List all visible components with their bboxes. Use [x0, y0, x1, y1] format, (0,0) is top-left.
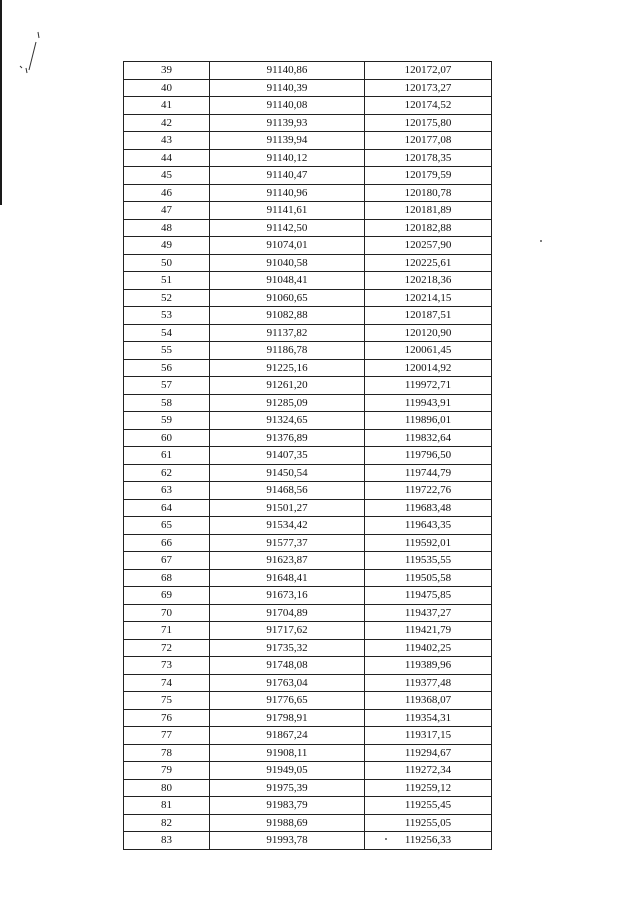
x-coordinate-cell: 91285,09: [210, 394, 365, 412]
y-coordinate-cell: 120173,27: [365, 79, 492, 97]
x-coordinate-cell: 91139,93: [210, 114, 365, 132]
table-row: [124, 324, 492, 342]
point-number-cell: 43: [124, 132, 210, 150]
point-number-cell: 64: [124, 499, 210, 517]
table-row: [124, 674, 492, 692]
x-coordinate-cell: 91949,05: [210, 762, 365, 780]
table-row: [124, 832, 492, 850]
x-coordinate-cell: 91704,89: [210, 604, 365, 622]
point-number-cell: 40: [124, 79, 210, 97]
y-coordinate-cell: 119259,12: [365, 779, 492, 797]
y-coordinate-cell: 120218,36: [365, 272, 492, 290]
point-number-cell: 56: [124, 359, 210, 377]
point-number-cell: 71: [124, 622, 210, 640]
point-number-cell: 45: [124, 167, 210, 185]
table-row: [124, 744, 492, 762]
point-number-cell: 53: [124, 307, 210, 325]
y-coordinate-cell: 119421,79: [365, 622, 492, 640]
point-number-cell: 82: [124, 814, 210, 832]
y-coordinate-cell: 119389,96: [365, 657, 492, 675]
x-coordinate-cell: 91988,69: [210, 814, 365, 832]
x-coordinate-cell: 91140,47: [210, 167, 365, 185]
y-coordinate-cell: 120179,59: [365, 167, 492, 185]
table-row: [124, 149, 492, 167]
point-number-cell: 57: [124, 377, 210, 395]
point-number-cell: 76: [124, 709, 210, 727]
y-coordinate-cell: 119256,33: [365, 832, 492, 850]
x-coordinate-cell: 91140,12: [210, 149, 365, 167]
y-coordinate-cell: 120225,61: [365, 254, 492, 272]
x-coordinate-cell: 91468,56: [210, 482, 365, 500]
point-number-cell: 61: [124, 447, 210, 465]
y-coordinate-cell: 119377,48: [365, 674, 492, 692]
y-coordinate-cell: 119832,64: [365, 429, 492, 447]
point-number-cell: 59: [124, 412, 210, 430]
point-number-cell: 65: [124, 517, 210, 535]
y-coordinate-cell: 119368,07: [365, 692, 492, 710]
table-row: [124, 709, 492, 727]
pen-stroke-mark: [12, 28, 52, 78]
x-coordinate-cell: 91376,89: [210, 429, 365, 447]
table-row: [124, 517, 492, 535]
y-coordinate-cell: 119437,27: [365, 604, 492, 622]
x-coordinate-cell: 91407,35: [210, 447, 365, 465]
point-number-cell: 83: [124, 832, 210, 850]
y-coordinate-cell: 120178,35: [365, 149, 492, 167]
y-coordinate-cell: 120175,80: [365, 114, 492, 132]
point-number-cell: 49: [124, 237, 210, 255]
table-row: [124, 307, 492, 325]
y-coordinate-cell: 120177,08: [365, 132, 492, 150]
y-coordinate-cell: 119505,58: [365, 569, 492, 587]
point-number-cell: 60: [124, 429, 210, 447]
point-number-cell: 63: [124, 482, 210, 500]
y-coordinate-cell: 119896,01: [365, 412, 492, 430]
table-row: [124, 464, 492, 482]
table-row: [124, 814, 492, 832]
table-row: [124, 394, 492, 412]
x-coordinate-cell: 91798,91: [210, 709, 365, 727]
y-coordinate-cell: 120257,90: [365, 237, 492, 255]
point-number-cell: 74: [124, 674, 210, 692]
point-number-cell: 80: [124, 779, 210, 797]
point-number-cell: 44: [124, 149, 210, 167]
x-coordinate-cell: 91074,01: [210, 237, 365, 255]
x-coordinate-cell: 91450,54: [210, 464, 365, 482]
x-coordinate-cell: 91261,20: [210, 377, 365, 395]
point-number-cell: 55: [124, 342, 210, 360]
y-coordinate-cell: 119972,71: [365, 377, 492, 395]
y-coordinate-cell: 119294,67: [365, 744, 492, 762]
table-row: [124, 692, 492, 710]
point-number-cell: 41: [124, 97, 210, 115]
table-row: [124, 499, 492, 517]
table-row: [124, 587, 492, 605]
y-coordinate-cell: 119255,05: [365, 814, 492, 832]
x-coordinate-cell: 91983,79: [210, 797, 365, 815]
point-number-cell: 54: [124, 324, 210, 342]
x-coordinate-cell: 91501,27: [210, 499, 365, 517]
table-row: [124, 622, 492, 640]
x-coordinate-cell: 91867,24: [210, 727, 365, 745]
point-number-cell: 58: [124, 394, 210, 412]
table-row: [124, 762, 492, 780]
table-row: [124, 132, 492, 150]
y-coordinate-cell: 119475,85: [365, 587, 492, 605]
table-row: [124, 429, 492, 447]
x-coordinate-cell: 91908,11: [210, 744, 365, 762]
point-number-cell: 46: [124, 184, 210, 202]
point-number-cell: 75: [124, 692, 210, 710]
x-coordinate-cell: 91048,41: [210, 272, 365, 290]
point-number-cell: 78: [124, 744, 210, 762]
x-coordinate-cell: 91534,42: [210, 517, 365, 535]
x-coordinate-cell: 91142,50: [210, 219, 365, 237]
point-number-cell: 73: [124, 657, 210, 675]
table-row: [124, 727, 492, 745]
x-coordinate-cell: 91140,08: [210, 97, 365, 115]
point-number-cell: 68: [124, 569, 210, 587]
table-row: [124, 114, 492, 132]
point-number-cell: 39: [124, 62, 210, 80]
y-coordinate-cell: 120174,52: [365, 97, 492, 115]
y-coordinate-cell: 120061,45: [365, 342, 492, 360]
table-row: [124, 342, 492, 360]
x-coordinate-cell: 91717,62: [210, 622, 365, 640]
point-number-cell: 81: [124, 797, 210, 815]
y-coordinate-cell: 119643,35: [365, 517, 492, 535]
table-row: [124, 534, 492, 552]
y-coordinate-cell: 119683,48: [365, 499, 492, 517]
table-row: [124, 272, 492, 290]
table-row: [124, 639, 492, 657]
x-coordinate-cell: 91040,58: [210, 254, 365, 272]
point-number-cell: 42: [124, 114, 210, 132]
table-row: [124, 79, 492, 97]
y-coordinate-cell: 120181,89: [365, 202, 492, 220]
x-coordinate-cell: 91140,96: [210, 184, 365, 202]
scan-speck: [540, 240, 542, 242]
x-coordinate-cell: 91763,04: [210, 674, 365, 692]
y-coordinate-cell: 119943,91: [365, 394, 492, 412]
y-coordinate-cell: 120120,90: [365, 324, 492, 342]
table-row: [124, 447, 492, 465]
y-coordinate-cell: 120187,51: [365, 307, 492, 325]
x-coordinate-cell: 91748,08: [210, 657, 365, 675]
y-coordinate-cell: 119255,45: [365, 797, 492, 815]
table-row: [124, 289, 492, 307]
y-coordinate-cell: 119744,79: [365, 464, 492, 482]
point-number-cell: 69: [124, 587, 210, 605]
y-coordinate-cell: 119272,34: [365, 762, 492, 780]
table-row: [124, 62, 492, 80]
scan-edge-mark: [0, 0, 2, 205]
y-coordinate-cell: 119592,01: [365, 534, 492, 552]
coordinates-table-body: [124, 62, 492, 850]
table-row: [124, 569, 492, 587]
y-coordinate-cell: 120014,92: [365, 359, 492, 377]
x-coordinate-cell: 91324,65: [210, 412, 365, 430]
point-number-cell: 66: [124, 534, 210, 552]
x-coordinate-cell: 91577,37: [210, 534, 365, 552]
point-number-cell: 72: [124, 639, 210, 657]
point-number-cell: 48: [124, 219, 210, 237]
point-number-cell: 62: [124, 464, 210, 482]
x-coordinate-cell: 91060,65: [210, 289, 365, 307]
x-coordinate-cell: 91735,32: [210, 639, 365, 657]
table-row: [124, 237, 492, 255]
table-row: [124, 482, 492, 500]
table-row: [124, 184, 492, 202]
x-coordinate-cell: 91137,82: [210, 324, 365, 342]
table-row: [124, 254, 492, 272]
x-coordinate-cell: 91082,88: [210, 307, 365, 325]
x-coordinate-cell: 91141,61: [210, 202, 365, 220]
coordinates-table: [123, 61, 492, 850]
y-coordinate-cell: 119535,55: [365, 552, 492, 570]
table-row: [124, 359, 492, 377]
y-coordinate-cell: 120180,78: [365, 184, 492, 202]
x-coordinate-cell: 91623,87: [210, 552, 365, 570]
y-coordinate-cell: 120214,15: [365, 289, 492, 307]
y-coordinate-cell: 120182,88: [365, 219, 492, 237]
point-number-cell: 70: [124, 604, 210, 622]
table-row: [124, 797, 492, 815]
x-coordinate-cell: 91186,78: [210, 342, 365, 360]
x-coordinate-cell: 91776,65: [210, 692, 365, 710]
y-coordinate-cell: 119796,50: [365, 447, 492, 465]
table-row: [124, 202, 492, 220]
table-row: [124, 779, 492, 797]
point-number-cell: 51: [124, 272, 210, 290]
point-number-cell: 77: [124, 727, 210, 745]
table-row: [124, 167, 492, 185]
y-coordinate-cell: 119402,25: [365, 639, 492, 657]
y-coordinate-cell: 119354,31: [365, 709, 492, 727]
x-coordinate-cell: 91140,86: [210, 62, 365, 80]
x-coordinate-cell: 91993,78: [210, 832, 365, 850]
x-coordinate-cell: 91673,16: [210, 587, 365, 605]
point-number-cell: 52: [124, 289, 210, 307]
table-row: [124, 552, 492, 570]
table-row: [124, 377, 492, 395]
x-coordinate-cell: 91139,94: [210, 132, 365, 150]
x-coordinate-cell: 91975,39: [210, 779, 365, 797]
y-coordinate-cell: 120172,07: [365, 62, 492, 80]
table-row: [124, 97, 492, 115]
table-row: [124, 412, 492, 430]
table-row: [124, 604, 492, 622]
x-coordinate-cell: 91648,41: [210, 569, 365, 587]
point-number-cell: 79: [124, 762, 210, 780]
x-coordinate-cell: 91225,16: [210, 359, 365, 377]
point-number-cell: 67: [124, 552, 210, 570]
x-coordinate-cell: 91140,39: [210, 79, 365, 97]
point-number-cell: 50: [124, 254, 210, 272]
table-row: [124, 219, 492, 237]
point-number-cell: 47: [124, 202, 210, 220]
table-row: [124, 657, 492, 675]
y-coordinate-cell: 119722,76: [365, 482, 492, 500]
y-coordinate-cell: 119317,15: [365, 727, 492, 745]
